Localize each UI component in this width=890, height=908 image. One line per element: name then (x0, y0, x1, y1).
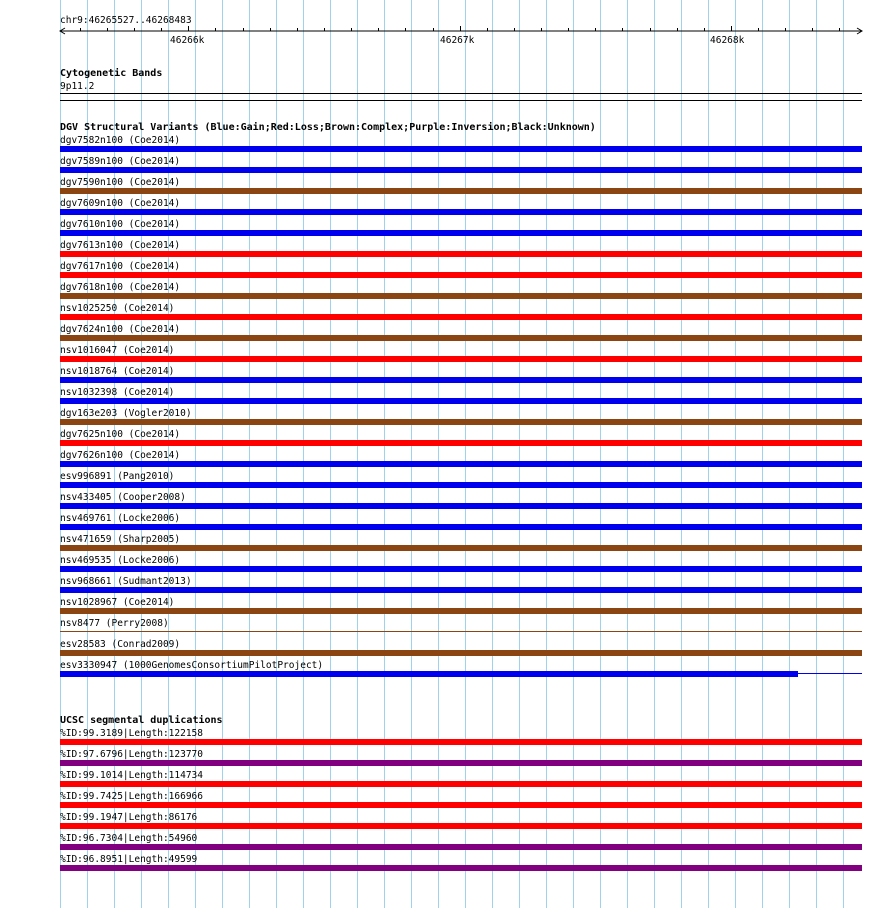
dgv-item-label[interactable]: nsv8477 (Perry2008) (60, 618, 169, 629)
ruler-position: chr9:46265527..46268483 (60, 15, 192, 26)
dgv-item-label[interactable]: dgv7618n100 (Coe2014) (60, 282, 181, 293)
ruler-tick-label-46266k: 46266k (170, 35, 205, 46)
dgv-item-label[interactable]: dgv7589n100 (Coe2014) (60, 156, 181, 167)
dgv-item-label[interactable]: nsv433405 (Cooper2008) (60, 492, 186, 503)
cytoband-label: 9p11.2 (60, 81, 95, 92)
segdup-item-label[interactable]: %ID:99.1947|Length:86176 (60, 812, 198, 823)
dgv-item-label[interactable]: dgv7610n100 (Coe2014) (60, 219, 181, 230)
segdup-feature-bar[interactable] (60, 865, 862, 871)
dgv-feature-bar[interactable] (60, 293, 862, 299)
segdup-feature-bar[interactable] (60, 739, 862, 745)
cytoband-ideogram-bottom (60, 100, 862, 101)
dgv-feature-bar[interactable] (60, 671, 798, 677)
dgv-feature-bar[interactable] (60, 251, 862, 257)
dgv-feature-bar[interactable] (60, 461, 862, 467)
dgv-feature-bar[interactable] (60, 377, 862, 383)
dgv-feature-bar[interactable] (60, 167, 862, 173)
dgv-item-label[interactable]: nsv968661 (Sudmant2013) (60, 576, 192, 587)
dgv-feature-bar[interactable] (60, 650, 862, 656)
dgv-feature-extension[interactable] (798, 673, 862, 674)
dgv-item-label[interactable]: dgv7609n100 (Coe2014) (60, 198, 181, 209)
segdup-item-label[interactable]: %ID:97.6796|Length:123770 (60, 749, 203, 760)
dgv-item-label[interactable]: dgv7625n100 (Coe2014) (60, 429, 181, 440)
dgv-feature-bar[interactable] (60, 503, 862, 509)
dgv-feature-bar[interactable] (60, 188, 862, 194)
segdup-item-label[interactable]: %ID:99.3189|Length:122158 (60, 728, 203, 739)
dgv-item-label[interactable]: dgv7590n100 (Coe2014) (60, 177, 181, 188)
dgv-item-label[interactable]: dgv7617n100 (Coe2014) (60, 261, 181, 272)
dgv-feature-bar[interactable] (60, 398, 862, 404)
dgv-item-label[interactable]: dgv7613n100 (Coe2014) (60, 240, 181, 251)
cytoband-ideogram-top (60, 93, 862, 94)
segdup-feature-bar[interactable] (60, 781, 862, 787)
dgv-feature-bar[interactable] (60, 482, 862, 488)
dgv-item-label[interactable]: nsv469535 (Locke2006) (60, 555, 181, 566)
segdup-item-label[interactable]: %ID:96.7304|Length:54960 (60, 833, 198, 844)
dgv-item-label[interactable]: esv3330947 (1000GenomesConsortiumPilotProject) (60, 660, 324, 671)
dgv-feature-bar[interactable] (60, 631, 862, 632)
dgv-feature-bar[interactable] (60, 440, 862, 446)
dgv-feature-bar[interactable] (60, 335, 862, 341)
dgv-item-label[interactable]: dgv7624n100 (Coe2014) (60, 324, 181, 335)
dgv-item-label[interactable]: esv28583 (Conrad2009) (60, 639, 181, 650)
dgv-feature-bar[interactable] (60, 587, 862, 593)
dgv-feature-bar[interactable] (60, 566, 862, 572)
segdup-track-title[interactable]: UCSC segmental duplications (60, 715, 223, 726)
dgv-item-label[interactable]: nsv469761 (Locke2006) (60, 513, 181, 524)
dgv-item-label[interactable]: dgv7626n100 (Coe2014) (60, 450, 181, 461)
segdup-feature-bar[interactable] (60, 802, 862, 808)
dgv-track-title[interactable]: DGV Structural Variants (Blue:Gain;Red:Loss;Brown:Complex;Purple:Inversion;Black:Unknown) (60, 122, 596, 133)
dgv-feature-bar[interactable] (60, 419, 862, 425)
dgv-item-label[interactable]: nsv1016047 (Coe2014) (60, 345, 175, 356)
dgv-item-label[interactable]: nsv1018764 (Coe2014) (60, 366, 175, 377)
dgv-item-label[interactable]: esv996891 (Pang2010) (60, 471, 175, 482)
dgv-item-label[interactable]: dgv7582n100 (Coe2014) (60, 135, 181, 146)
segdup-feature-bar[interactable] (60, 844, 862, 850)
dgv-feature-bar[interactable] (60, 356, 862, 362)
dgv-feature-bar[interactable] (60, 545, 862, 551)
dgv-feature-bar[interactable] (60, 230, 862, 236)
ruler-tick-label-46268k: 46268k (710, 35, 745, 46)
dgv-item-label[interactable]: dgv163e203 (Vogler2010) (60, 408, 192, 419)
dgv-feature-bar[interactable] (60, 272, 862, 278)
segdup-item-label[interactable]: %ID:99.1014|Length:114734 (60, 770, 203, 781)
dgv-item-label[interactable]: nsv1032398 (Coe2014) (60, 387, 175, 398)
segdup-feature-bar[interactable] (60, 823, 862, 829)
dgv-feature-bar[interactable] (60, 209, 862, 215)
dgv-feature-bar[interactable] (60, 314, 862, 320)
segdup-item-label[interactable]: %ID:99.7425|Length:166966 (60, 791, 203, 802)
dgv-item-label[interactable]: nsv1028967 (Coe2014) (60, 597, 175, 608)
cytoband-track-title[interactable]: Cytogenetic Bands (60, 68, 163, 79)
dgv-item-label[interactable]: nsv1025250 (Coe2014) (60, 303, 175, 314)
dgv-feature-bar[interactable] (60, 524, 862, 530)
dgv-item-label[interactable]: nsv471659 (Sharp2005) (60, 534, 181, 545)
ruler-tick-label-46267k: 46267k (440, 35, 475, 46)
dgv-feature-bar[interactable] (60, 146, 862, 152)
dgv-feature-bar[interactable] (60, 608, 862, 614)
segdup-feature-bar[interactable] (60, 760, 862, 766)
segdup-item-label[interactable]: %ID:96.8951|Length:49599 (60, 854, 198, 865)
